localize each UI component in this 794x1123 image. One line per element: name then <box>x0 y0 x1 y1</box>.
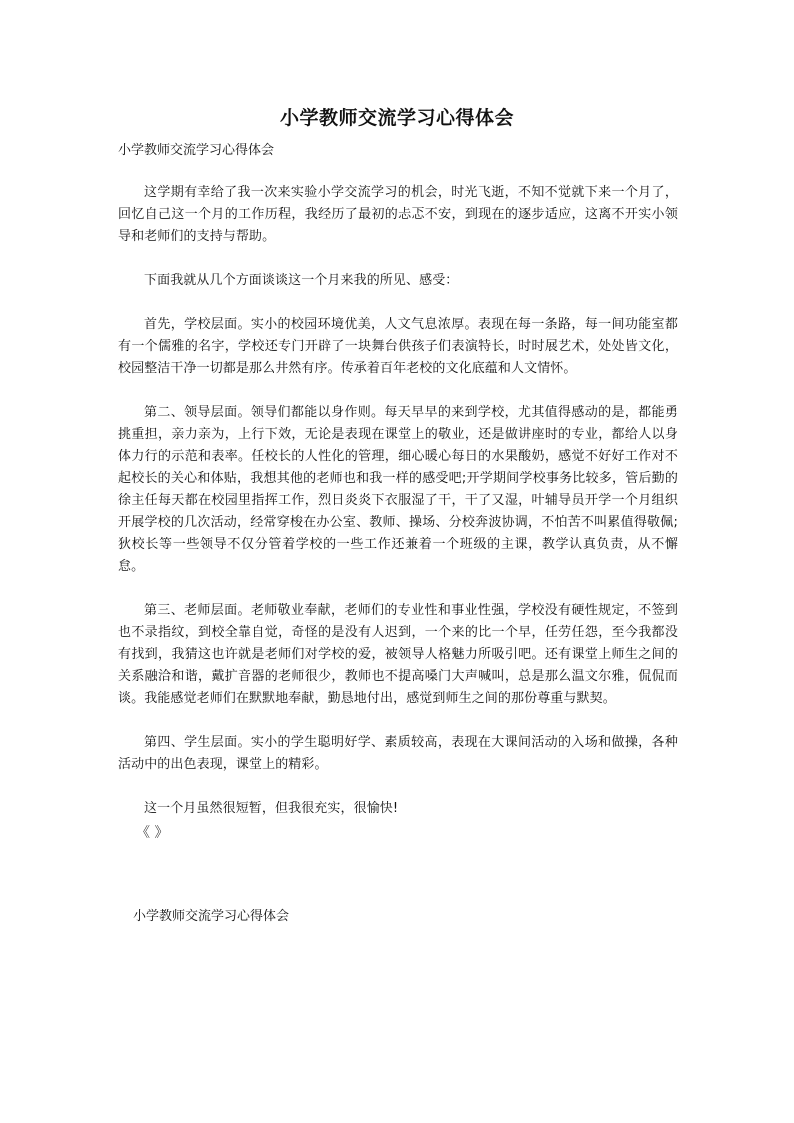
paragraph-overview: 下面我就从几个方面谈谈这一个月来我的所见、感受： <box>144 273 459 288</box>
document-subtitle: 小学教师交流学习心得体会 <box>118 143 275 158</box>
document-title: 小学教师交流学习心得体会 <box>279 107 514 129</box>
paragraph-conclusion: 这一个月虽然很短暂，但我很充实，很愉快! <box>144 801 399 816</box>
paragraph-school-level: 首先，学校层面。实小的校园环境优美，人文气息浓厚。表现在每一条路，每一间功能室都有一个儒雅的名字，学校还专门开辟了一块舞台供孩子们表演特长，时时展艺术，处处皆文化，校园整洁干净一切都是那么井然有序。传承着百年老校的文化底蕴和人文情怀。 <box>118 317 678 376</box>
quote-marks: 《 》 <box>136 825 169 841</box>
paragraph-student-level: 第四、学生层面。实小的学生聪明好学、素质较高，表现在大课间活动的入场和做操，各种活动中的出色表现，课堂上的精彩。 <box>118 735 678 772</box>
document-body <box>118 182 678 842</box>
paragraph-teacher-level: 第三、老师层面。老师敬业奉献，老师们的专业性和事业性强，学校没有硬性规定，不签到也不录指纹，到校全靠自觉，奇怪的是没有人迟到，一个来的比一个早，任劳任怨，至今我都没有找到，我猜这也许就是老师们对学校的爱，被领导人格魅力所吸引吧。还有课堂上师生之间的关系融洽和谐，戴扩音器的老师很少，教师也不提高嗓门大声喊叫，总是那么温文尔雅，侃侃而谈。我能感觉老师们在默默地奉献，勤恳地付出，感觉到师生之间的那份尊重与默契。 <box>118 603 678 706</box>
footer-title: 小学教师交流学习心得体会 <box>133 909 290 924</box>
paragraph-intro: 这学期有幸给了我一次来实验小学交流学习的机会，时光飞逝，不知不觉就下来一个月了，回忆自己这一个月的工作历程，我经历了最初的忐忑不安，到现在的逐步适应，这离不开实小领导和老师们的支持与帮助。 <box>118 185 678 244</box>
paragraph-leadership-level: 第二、领导层面。领导们都能以身作则。每天早早的来到学校，尤其值得感动的是，都能勇挑重担，亲力亲为，上行下效，无论是表现在课堂上的敬业，还是做讲座时的专业，都给人以身体力行的示范和表率。任校长的人性化的管理，细心暖心每日的水果酸奶，感觉不好好工作对不起校长的关心和体贴，我想其他的老师也和我一样的感受吧;开学期间学校事务比较多，管后勤的徐主任每天都在校园里指挥工作，烈日炎炎下衣服湿了干，干了又湿，叶辅导员开学一个月组织开展学校的几次活动，经常穿梭在办公室、教师、操场、分校奔波协调，不怕苦不叫累值得敬佩;狄校长等一些领导不仅分管着学校的一些工作还兼着一个班级的主课，教学认真负责，从不懈怠。 <box>118 405 678 574</box>
